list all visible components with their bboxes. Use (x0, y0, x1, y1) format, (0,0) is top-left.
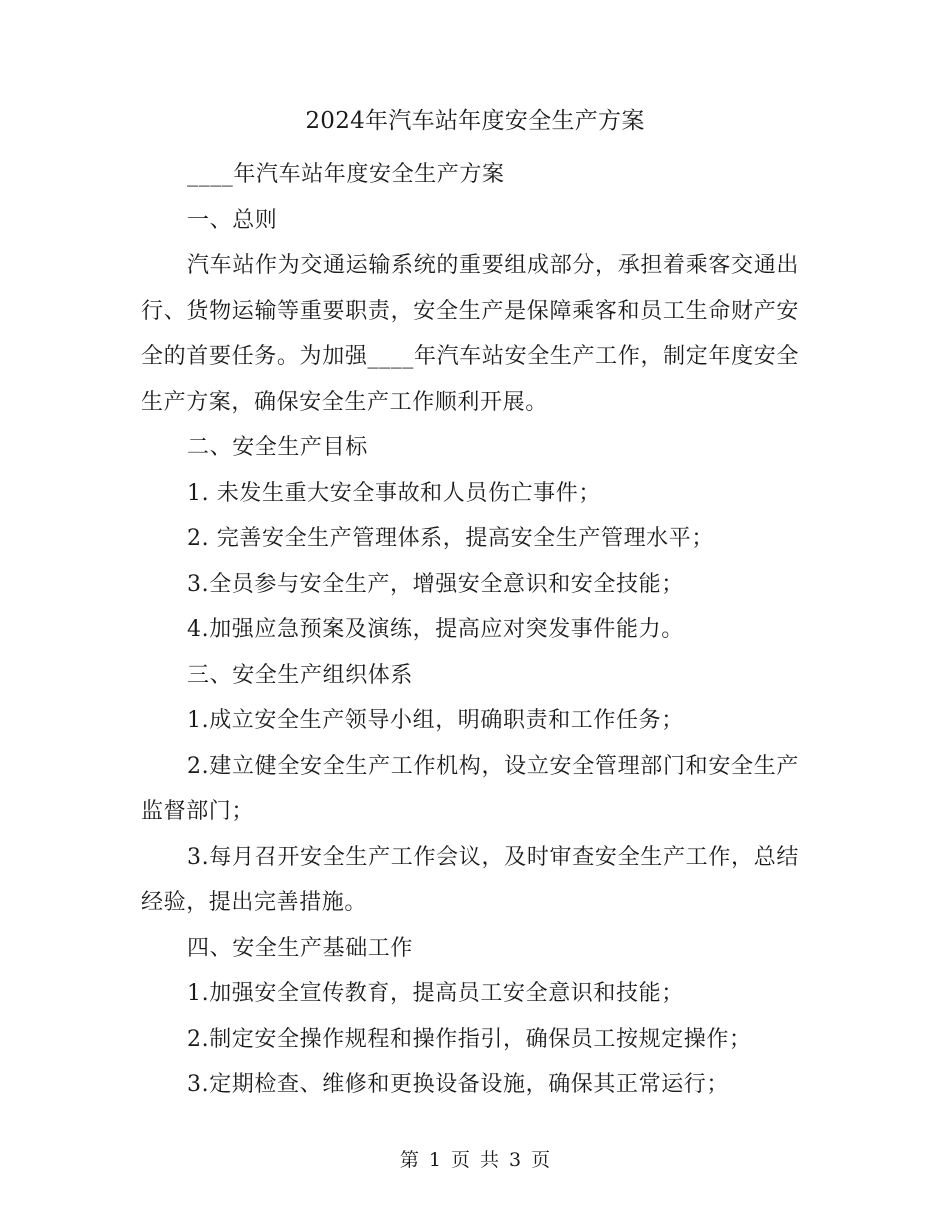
goal-item-2: 2. 完善安全生产管理体系，提高安全生产管理水平； (187, 526, 714, 551)
foundation-item-2: 2.制定安全操作规程和操作指引，确保员工按规定操作； (187, 1026, 752, 1052)
goal-item-3: 3.全员参与安全生产，增强安全意识和安全技能； (187, 571, 684, 597)
goal-item-1: 1. 未发生重大安全事故和人员伤亡事件； (187, 480, 601, 506)
section-heading-organization: 三、安全生产组织体系 (187, 662, 414, 688)
subtitle-line: ____年汽车站年度安全生产方案 (187, 162, 505, 187)
page-footer: 第 1 页 共 3 页 (399, 1149, 551, 1171)
document-title: 2024年汽车站年度安全生产方案 (305, 108, 645, 134)
paragraph-general-intro: 汽车站作为交通运输系统的重要组成部分，承担着乘客交通出行、货物运输等重要职责，安全生产是保障乘客和员工生命财产安全的首要任务。为加强____年汽车站安全生产工作，制定年度安全生产方案，确保安全生产工作顺利开展。 (141, 253, 799, 415)
section-heading-foundation: 四、安全生产基础工作 (187, 935, 414, 961)
document-body (141, 152, 799, 1108)
section-heading-general: 一、总则 (187, 207, 278, 233)
foundation-item-1: 1.加强安全宣传教育，提高员工安全意识和技能； (187, 981, 684, 1006)
organization-item-1: 1.成立安全生产领导小组，明确职责和工作任务； (187, 708, 684, 733)
section-heading-goals: 二、安全生产目标 (187, 435, 368, 460)
foundation-item-3: 3.定期检查、维修和更换设备设施，确保其正常运行； (187, 1072, 729, 1097)
goal-item-4: 4.加强应急预案及演练，提高应对突发事件能力。 (187, 617, 684, 642)
organization-item-3: 3.每月召开安全生产工作会议，及时审查安全生产工作，总结经验，提出完善措施。 (141, 844, 799, 915)
organization-item-2: 2.建立健全安全生产工作机构，设立安全管理部门和安全生产监督部门； (141, 753, 799, 824)
